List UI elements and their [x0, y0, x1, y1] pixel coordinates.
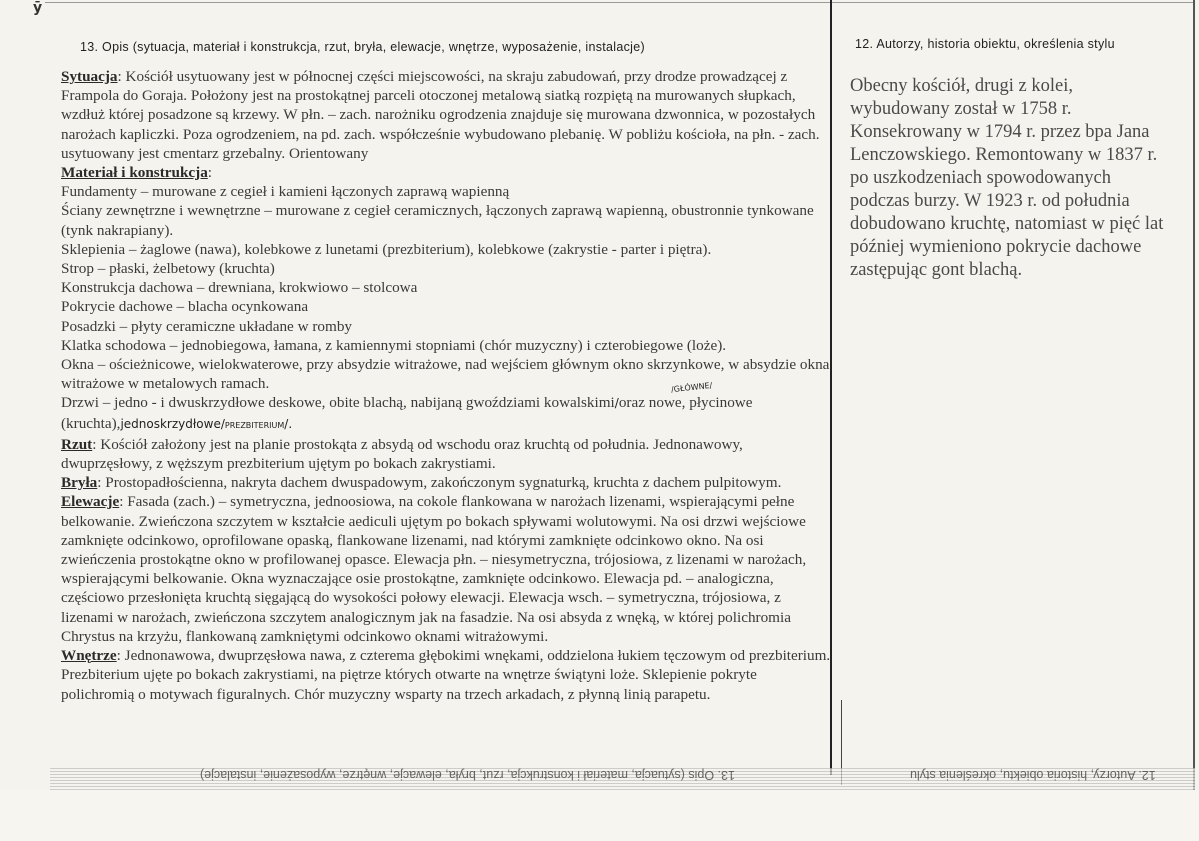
elewacje-text: : Fasada (zach.) – symetryczna, jednoosiowa, na cokole flankowana w narożach lizenami, wspierającymi pełne belkowanie. Zwieńczona szczytem w kształcie aediculi ujętym po bokach spływami wolutowymi. Na osi drzwi wejściowe zamknięte odcinkowo, oprofilowane opaską, flankowane lizenami, nad którymi zamknięte odcinkowo okno. Na osi zwieńczenia prostokątne okno w profilowanej opasce. Elewacja płn. – niesymetryczna, trójosiowa, z lizenami w narożach, wspierającymi belkowanie. Okna wyznaczające osie prostokątne, zamknięte odcinkowo. Elewacja pd. – analogiczna, częściowo przesłonięta kruchtą sięgającą do wysokości połowy elewacji. Elewacja wsch. – symetryczna, trójosiowa, z lizenami w narożach, zwieńczona szczytem analogicznym jak na fasadzie. Na osi absyda z wnęką, w której polichromia Chrystus na krzyżu, flankowaną zamkniętymi odcinkowo oknami witrażowymi.	[61, 493, 807, 645]
material-line: Fundamenty – murowane z cegieł i kamieni łączonych zaprawą wapienną	[61, 183, 510, 201]
sytuacja-label: Sytuacja	[61, 68, 118, 85]
elewacje-label: Elewacje	[61, 493, 120, 511]
bryla-paragraph	[61, 473, 831, 492]
material-line: Pokrycie dachowe – blacha ocynkowana	[61, 298, 309, 316]
section-12-header: 12. Autorzy, historia obiektu, określenia stylu	[855, 37, 1115, 51]
material-line: Posadzki – płyty ceramiczne układane w romby	[61, 317, 353, 335]
rzut-label: Rzut	[61, 435, 93, 453]
rzut-text: : Kościół założony jest na planie prostokąta z absydą od wschodu oraz kruchtą od południa. Jednonawowy, dwuprzęsłowy, z węższym prezbiterium ujętym po bokach zakrystiami.	[61, 435, 743, 473]
elewacje-paragraph	[61, 492, 831, 646]
material-line: Konstrukcja dachowa – drewniana, krokwiowo – stolcowa	[61, 279, 418, 297]
wnetrze-paragraph	[61, 646, 831, 704]
bryla-label: Bryła	[61, 474, 98, 492]
page-bottom-margin	[0, 790, 1199, 841]
wnetrze-label: Wnętrze	[61, 647, 117, 665]
handwritten-jednoskrzydlowe: jednoskrzydłowe	[120, 416, 221, 431]
drzwi-text-1: Drzwi – jedno - i dwuskrzydłowe deskowe, obite blachą, nabijaną gwoździami kowalskimi	[61, 394, 615, 412]
sytuacja-text: : Kościół usytuowany jest w północnej części miejscowości, na skraju zabudowań, przy drodze prowadzącej z Frampola do Goraja. Położony jest na prostokątnej parceli otoczonej metalową siatką rozpiętą na murowanych słupkach, wzdłuż której posadzone są krzewy. W płn. – zach. narożniku ogrodzenia znajduje się murowana dzwonnica, w pozostałych narożach kapliczki. Poza ogrodzeniem, na pd. zach. współcześnie wybudowano plebanię. W pobliżu kościoła, na płn. - zach. usytuowany jest cmentarz grzebalny. Orientowany	[61, 68, 820, 162]
material-heading	[61, 163, 831, 182]
material-line: Klatka schodowa – jednobiegowa, łamana, z kamiennymi stopniami (chór muzyczny) i czterobiegowe (loże).	[61, 336, 727, 354]
section-13-header: 13. Opis (sytuacja, materiał i konstrukcja, rzut, bryła, elewacje, wnętrze, wyposażenie, instalacje)	[80, 40, 645, 54]
history-text: Obecny kościół, drugi z kolei, wybudowany został w 1758 r. Konsekrowany w 1794 r. przez bpa Jana Lenczowskiego. Remontowany w 1837 r. po uszkodzeniach spowodowanych podczas burzy. W 1923 r. od południa dobudowano kruchtę, natomiast w pięć lat później wymieniono pokrycie dachowe zastępując gont blachą.	[850, 76, 1164, 280]
mirrored-header-12: 12. Autorzy, historia obiektu, określenia stylu	[910, 768, 1156, 782]
rzut-paragraph	[61, 435, 831, 473]
material-line: Strop – płaski, żelbetowy (kruchta)	[61, 260, 275, 278]
wnetrze-text: : Jednonawowa, dwuprzęsłowa nawa, z czterema głębokimi wnękami, oddzielona łukiem tęczowym od prezbiterium. Prezbiterium ujęte po bokach zakrystiami, na piętrze których otwarte na wnętrze świątyni loże. Sklepienie pokryte polichromią o motywach figuralnych. Chór muzyczny wsparty na trzech arkadach, z płynną linią parapetu.	[61, 647, 831, 703]
handwritten-glowne-note: /GŁÓWNE/	[670, 380, 713, 395]
bryla-text: : Prostopadłościenna, nakryta dachem dwuspadowym, zakończonym sygnaturką, kruchta z dachem pulpitowym.	[97, 474, 782, 492]
drzwi-paragraph: Drzwi – jedno - i dwuskrzydłowe deskowe, obite blachą, nabijaną gwoździami kowalskimi/oraz nowe, płycinowe (kruchta),jednoskrzydłowe/PREZBITERIUM/.	[61, 394, 753, 432]
right-edge-rule	[1193, 0, 1195, 790]
material-colon: :	[207, 164, 213, 182]
top-rule	[45, 2, 1195, 3]
corner-mark: ȳ	[33, 0, 43, 16]
drzwi-text-2: oraz nowe, płycinowe (kruchta),	[61, 394, 753, 432]
sytuacja-paragraph	[61, 67, 831, 163]
description-body	[61, 67, 831, 704]
handwritten-prezbiterium: PREZBITERIUM	[224, 420, 285, 430]
material-line: Sklepienia – żaglowe (nawa), kolebkowe z lunetami (prezbiterium), kolebkowe (zakrystie - parter i piętra).	[61, 240, 712, 258]
material-line: Okna – ościeżnicowe, wielokwaterowe, przy absydzie witrażowe, nad wejściem głównym okno skrzynkowe, w absydzie okna witrażowe w metalowych ramach.	[61, 356, 830, 393]
material-label: Materiał i konstrukcja	[61, 164, 208, 182]
mirrored-header-13: 13. Opis (sytuacja, materiał i konstrukcja, rzut, bryła, elewacje, wnętrze, wyposażenie, instalacje)	[200, 768, 735, 782]
material-line: Ściany zewnętrzne i wewnętrzne – murowane z cegieł ceramicznych, łączonych zaprawą wapienną, obustronnie tynkowane (tynk nakrapiany).	[61, 202, 814, 239]
